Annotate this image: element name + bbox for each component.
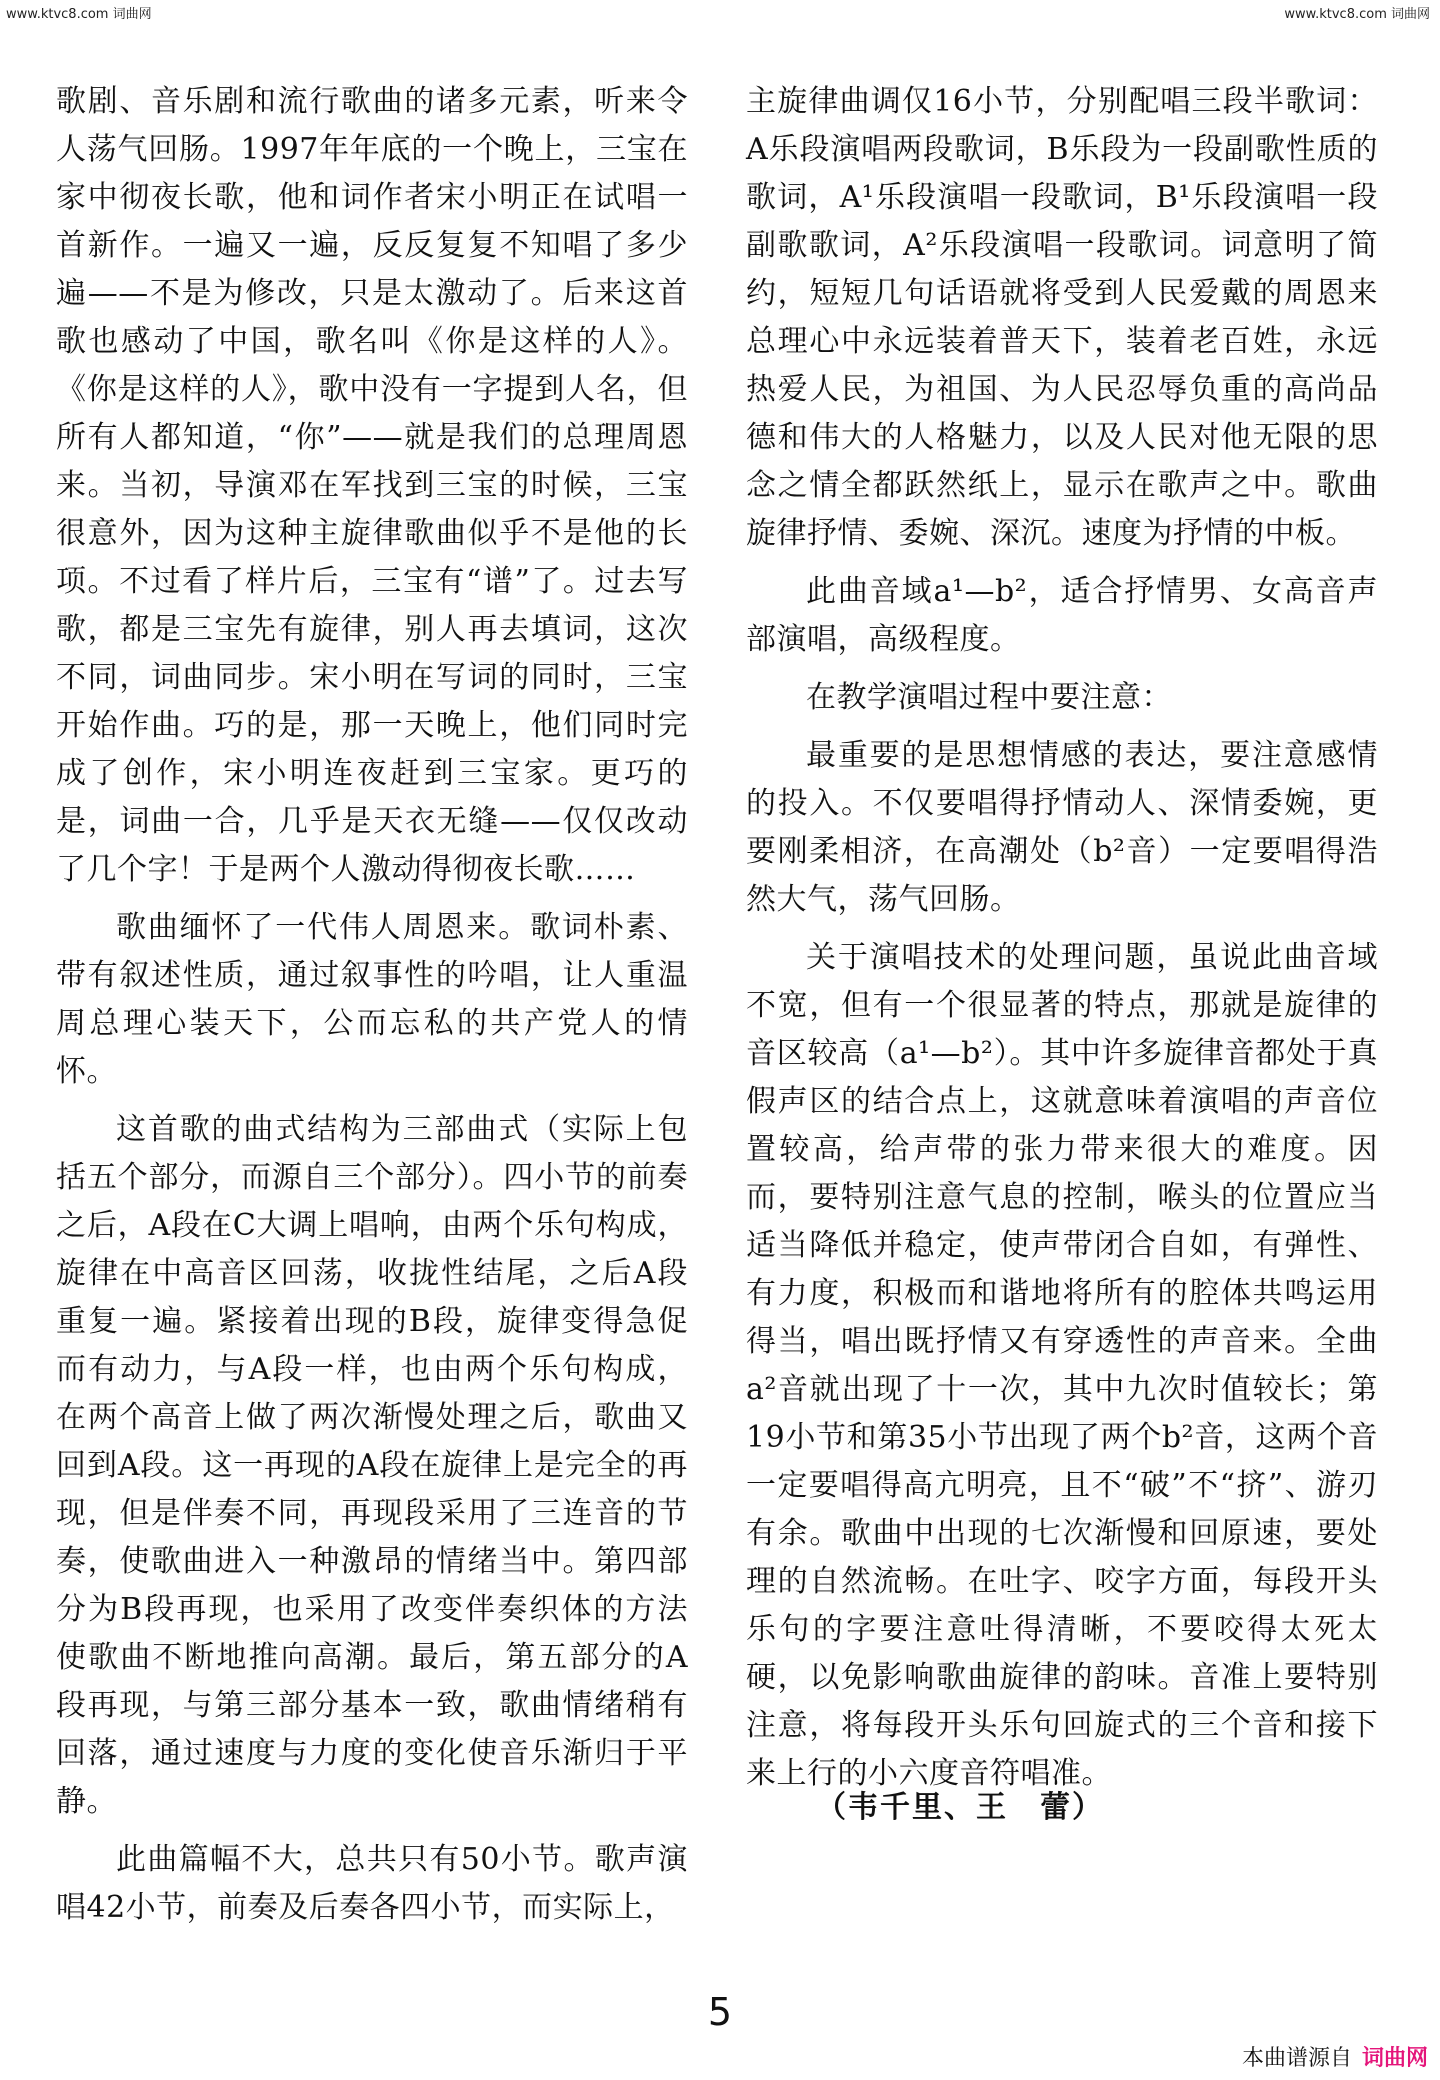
watermark-right: www.ktvc8.com 词曲网 (1284, 7, 1430, 22)
watermark-left: www.ktvc8.com 词曲网 (6, 7, 152, 22)
paragraph: 在教学演唱过程中要注意： (806, 680, 1172, 715)
footer-source-label: 本曲谱源自 (1241, 2046, 1352, 2071)
footer-source (1242, 2041, 1428, 2072)
paragraph: 这首歌的曲式结构为三部曲式（实际上包括五个部分，而源自三个部分）。四小节的前奏之后，A段在C大调上唱响，由两个乐句构成，旋律在中高音区回荡，收拢性结尾，之后A段重复一遍。紧接着出现的B段，旋律变得急促而有动力，与A段一样，也由两个乐句构成，在两个高音上做了两次渐慢处理之后，歌曲又回到A段。这一再现的A段在旋律上是完全的再现，但是伴奏不同，再现段采用了三连音的节奏，使歌曲进入一种激昂的情绪当中。第四部分为B段再现，也采用了改变伴奏织体的方法使歌曲不断地推向高潮。最后，第五部分的A段再现，与第三部分基本一致，歌曲情绪稍有回落，通过速度与力度的变化使音乐渐归于平静。 (56, 1112, 688, 1819)
footer-site-link[interactable]: 词曲网 (1361, 2046, 1428, 2071)
left-column (56, 78, 688, 1932)
paragraph: 此曲篇幅不大，总共只有50小节。歌声演唱42小节，前奏及后奏各四小节，而实际上， (56, 1842, 688, 1925)
right-column (746, 78, 1378, 1798)
paragraph: 歌曲缅怀了一代伟人周恩来。歌词朴素、带有叙述性质，通过叙事性的吟唱，让人重温周总理心装天下，公而忘私的共产党人的情怀。 (56, 910, 688, 1089)
paragraph: 主旋律曲调仅16小节，分别配唱三段半歌词：A乐段演唱两段歌词，B乐段为一段副歌性质的歌词，A¹乐段演唱一段歌词，B¹乐段演唱一段副歌歌词，A²乐段演唱一段歌词。词意明了简约，短短几句话语就将受到人民爱戴的周恩来总理心中永远装着普天下，装着老百姓，永远热爱人民，为祖国、为人民忍辱负重的高尚品德和伟大的人格魅力，以及人民对他无限的思念之情全都跃然纸上，显示在歌声之中。歌曲旋律抒情、委婉、深沉。速度为抒情的中板。 (746, 84, 1378, 551)
author-credit: （韦千里、王 蕾） (816, 1790, 1104, 1825)
paragraph: 关于演唱技术的处理问题，虽说此曲音域不宽，但有一个很显著的特点，那就是旋律的音区较高（a¹—b²）。其中许多旋律音都处于真假声区的结合点上，这就意味着演唱的声音位置较高，给声带的张力带来很大的难度。因而，要特别注意气息的控制，喉头的位置应当适当降低并稳定，使声带闭合自如，有弹性、有力度，积极而和谐地将所有的腔体共鸣运用得当，唱出既抒情又有穿透性的声音来。全曲a²音就出现了十一次，其中九次时值较长；第19小节和第35小节出现了两个b²音，这两个音一定要唱得高亢明亮，且不“破”不“挤”、游刃有余。歌曲中出现的七次渐慢和回原速，要处理的自然流畅。在吐字、咬字方面，每段开头乐句的字要注意吐得清晰，不要咬得太死太硬，以免影响歌曲旋律的韵味。音准上要特别注意，将每段开头乐句回旋式的三个音和接下来上行的小六度音符唱准。 (746, 940, 1378, 1791)
page-number: 5 (707, 1990, 733, 2034)
paragraph: 最重要的是思想情感的表达，要注意感情的投入。不仅要唱得抒情动人、深情委婉，更要刚柔相济，在高潮处（b²音）一定要唱得浩然大气，荡气回肠。 (746, 738, 1378, 917)
paragraph: 歌剧、音乐剧和流行歌曲的诸多元素，听来令人荡气回肠。1997年年底的一个晚上，三宝在家中彻夜长歌，他和词作者宋小明正在试唱一首新作。一遍又一遍，反反复复不知唱了多少遍——不是为修改，只是太激动了。后来这首歌也感动了中国，歌名叫《你是这样的人》。《你是这样的人》，歌中没有一字提到人名，但所有人都知道，“你”——就是我们的总理周恩来。当初，导演邓在军找到三宝的时候，三宝很意外，因为这种主旋律歌曲似乎不是他的长项。不过看了样片后，三宝有“谱”了。过去写歌，都是三宝先有旋律，别人再去填词，这次不同，词曲同步。宋小明在写词的同时，三宝开始作曲。巧的是，那一天晚上，他们同时完成了创作，宋小明连夜赶到三宝家。更巧的是，词曲一合，几乎是天衣无缝——仅仅改动了几个字！于是两个人激动得彻夜长歌…… (56, 84, 688, 887)
paragraph: 此曲音域a¹—b²，适合抒情男、女高音声部演唱，高级程度。 (746, 574, 1378, 657)
